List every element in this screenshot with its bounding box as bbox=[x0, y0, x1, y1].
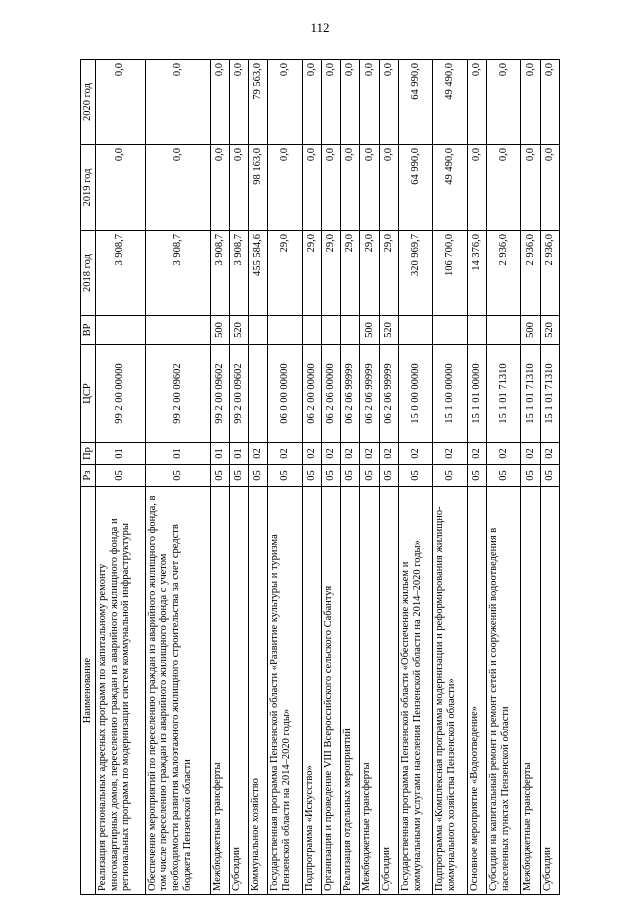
cell-y2018: 2 936,0 bbox=[521, 231, 540, 316]
cell-y2020: 79 563,0 bbox=[249, 60, 268, 145]
cell-rz: 05 bbox=[341, 465, 360, 487]
cell-pr: 02 bbox=[540, 443, 559, 465]
cell-y2019: 0,0 bbox=[341, 145, 360, 231]
cell-vr: 520 bbox=[540, 316, 559, 345]
cell-pr: 02 bbox=[379, 443, 398, 465]
table-row bbox=[210, 60, 229, 895]
cell-y2019: 64 990,0 bbox=[398, 145, 433, 231]
cell-y2020: 49 490,0 bbox=[433, 60, 468, 145]
cell-y2020: 0,0 bbox=[268, 60, 303, 145]
cell-y2018: 29,0 bbox=[379, 231, 398, 316]
cell-name: Межбюджетные трансферты bbox=[521, 487, 540, 895]
table-row bbox=[249, 60, 268, 895]
cell-csr: 15 1 01 71310 bbox=[540, 345, 559, 443]
header-2018: 2018 год bbox=[81, 231, 96, 316]
cell-vr: 500 bbox=[521, 316, 540, 345]
cell-rz: 05 bbox=[249, 465, 268, 487]
cell-y2019: 0,0 bbox=[467, 145, 486, 231]
cell-csr bbox=[249, 345, 268, 443]
cell-y2020: 0,0 bbox=[360, 60, 379, 145]
table-row bbox=[145, 60, 210, 895]
cell-y2018: 2 936,0 bbox=[486, 231, 521, 316]
cell-pr: 02 bbox=[486, 443, 521, 465]
cell-rz: 05 bbox=[210, 465, 229, 487]
cell-pr: 01 bbox=[145, 443, 210, 465]
cell-rz: 05 bbox=[229, 465, 248, 487]
cell-y2018: 3 908,7 bbox=[210, 231, 229, 316]
cell-y2020: 0,0 bbox=[302, 60, 321, 145]
table-row bbox=[486, 60, 521, 895]
cell-pr: 02 bbox=[321, 443, 340, 465]
cell-name: Обеспечение мероприятий по переселению граждан из аварийного жилищного фонда, в том числе переселению граждан из аварийного жилищного фонда с учетом необходимости развития малоэтажного жилищного строительства за счет средств бюджета Пензенской области bbox=[145, 487, 210, 895]
cell-vr bbox=[486, 316, 521, 345]
cell-csr: 99 2 00 09602 bbox=[145, 345, 210, 443]
cell-csr: 06 0 00 00000 bbox=[268, 345, 303, 443]
header-rz: Рз bbox=[81, 465, 96, 487]
cell-vr bbox=[95, 316, 145, 345]
cell-y2019: 0,0 bbox=[268, 145, 303, 231]
cell-vr bbox=[433, 316, 468, 345]
cell-pr: 02 bbox=[268, 443, 303, 465]
cell-name: Межбюджетные трансферты bbox=[210, 487, 229, 895]
cell-y2019: 0,0 bbox=[521, 145, 540, 231]
cell-name: Основное мероприятие «Водоотведение» bbox=[467, 487, 486, 895]
cell-csr: 06 2 06 99999 bbox=[360, 345, 379, 443]
cell-y2020: 0,0 bbox=[379, 60, 398, 145]
cell-pr: 01 bbox=[95, 443, 145, 465]
cell-y2020: 0,0 bbox=[540, 60, 559, 145]
table-row bbox=[433, 60, 468, 895]
cell-vr bbox=[145, 316, 210, 345]
cell-y2019: 98 163,0 bbox=[249, 145, 268, 231]
cell-csr: 06 2 06 00000 bbox=[321, 345, 340, 443]
cell-y2018: 3 908,7 bbox=[229, 231, 248, 316]
header-vr: ВР bbox=[81, 316, 96, 345]
cell-pr: 02 bbox=[360, 443, 379, 465]
cell-name: Коммунальное хозяйство bbox=[249, 487, 268, 895]
cell-pr: 01 bbox=[229, 443, 248, 465]
cell-name: Субсидии bbox=[379, 487, 398, 895]
cell-csr: 99 2 00 09602 bbox=[210, 345, 229, 443]
cell-y2018: 2 936,0 bbox=[540, 231, 559, 316]
header-2020: 2020 год bbox=[81, 60, 96, 145]
cell-y2018: 455 584,6 bbox=[249, 231, 268, 316]
cell-rz: 05 bbox=[433, 465, 468, 487]
cell-pr: 02 bbox=[249, 443, 268, 465]
cell-vr: 520 bbox=[379, 316, 398, 345]
cell-y2019: 0,0 bbox=[379, 145, 398, 231]
cell-y2020: 0,0 bbox=[95, 60, 145, 145]
cell-rz: 05 bbox=[95, 465, 145, 487]
cell-vr bbox=[467, 316, 486, 345]
cell-rz: 05 bbox=[521, 465, 540, 487]
cell-pr: 02 bbox=[467, 443, 486, 465]
header-2019: 2019 год bbox=[81, 145, 96, 231]
table-row bbox=[467, 60, 486, 895]
cell-y2018: 320 969,7 bbox=[398, 231, 433, 316]
cell-csr: 06 2 06 99999 bbox=[379, 345, 398, 443]
header-name: Наименование bbox=[81, 487, 96, 895]
cell-y2018: 29,0 bbox=[321, 231, 340, 316]
cell-name: Государственная программа Пензенской области «Развитие культуры и туризма Пензенской области на 2014–2020 годы» bbox=[268, 487, 303, 895]
cell-y2020: 0,0 bbox=[467, 60, 486, 145]
cell-y2019: 49 490,0 bbox=[433, 145, 468, 231]
page-number: 112 bbox=[310, 20, 330, 35]
cell-vr bbox=[268, 316, 303, 345]
table-row bbox=[229, 60, 248, 895]
cell-vr bbox=[321, 316, 340, 345]
cell-name: Межбюджетные трансферты bbox=[360, 487, 379, 895]
cell-pr: 02 bbox=[341, 443, 360, 465]
cell-y2018: 3 908,7 bbox=[95, 231, 145, 316]
cell-vr bbox=[398, 316, 433, 345]
cell-csr: 15 1 00 00000 bbox=[433, 345, 468, 443]
cell-y2019: 0,0 bbox=[210, 145, 229, 231]
table-row bbox=[540, 60, 559, 895]
cell-y2020: 0,0 bbox=[210, 60, 229, 145]
cell-name: Реализация региональных адресных программ по капитальному ремонту многоквартирных домов, переселению граждан из аварийного жилищного фонда и региональных программ по модернизации систем коммунальной инфраструктуры bbox=[95, 487, 145, 895]
cell-rz: 05 bbox=[467, 465, 486, 487]
cell-y2020: 64 990,0 bbox=[398, 60, 433, 145]
cell-y2019: 0,0 bbox=[302, 145, 321, 231]
cell-name: Подпрограмма «Искусство» bbox=[302, 487, 321, 895]
cell-y2019: 0,0 bbox=[321, 145, 340, 231]
cell-rz: 05 bbox=[379, 465, 398, 487]
cell-name: Субсидии на капитальный ремонт и ремонт сетей и сооружений водоотведения в населенных пунктах Пензенской области bbox=[486, 487, 521, 895]
cell-csr: 99 2 00 00000 bbox=[95, 345, 145, 443]
table-row bbox=[398, 60, 433, 895]
cell-pr: 02 bbox=[398, 443, 433, 465]
cell-csr: 06 2 06 99999 bbox=[341, 345, 360, 443]
cell-csr: 15 1 01 71310 bbox=[486, 345, 521, 443]
cell-y2019: 0,0 bbox=[145, 145, 210, 231]
cell-rz: 05 bbox=[486, 465, 521, 487]
cell-csr: 15 1 01 00000 bbox=[467, 345, 486, 443]
table-row bbox=[521, 60, 540, 895]
cell-y2020: 0,0 bbox=[341, 60, 360, 145]
cell-y2020: 0,0 bbox=[229, 60, 248, 145]
cell-y2018: 29,0 bbox=[341, 231, 360, 316]
cell-vr bbox=[341, 316, 360, 345]
cell-y2020: 0,0 bbox=[486, 60, 521, 145]
cell-y2020: 0,0 bbox=[521, 60, 540, 145]
cell-y2018: 29,0 bbox=[360, 231, 379, 316]
cell-rz: 05 bbox=[321, 465, 340, 487]
cell-name: Организация и проведение VIII Всероссийского сельского Сабантуя bbox=[321, 487, 340, 895]
cell-pr: 02 bbox=[302, 443, 321, 465]
table-row bbox=[95, 60, 145, 895]
table-row bbox=[268, 60, 303, 895]
cell-name: Реализация отдельных мероприятий bbox=[341, 487, 360, 895]
cell-y2018: 29,0 bbox=[302, 231, 321, 316]
cell-csr: 99 2 00 09602 bbox=[229, 345, 248, 443]
cell-name: Подпрограмма «Комплексная программа модернизации и реформирования жилищно-коммунального хозяйства Пензенской области» bbox=[433, 487, 468, 895]
cell-name: Государственная программа Пензенской области «Обеспечение жильем и коммунальными услугами населения Пензенской области на 2014–2020 годы» bbox=[398, 487, 433, 895]
table-row bbox=[379, 60, 398, 895]
cell-y2018: 106 700,0 bbox=[433, 231, 468, 316]
cell-y2019: 0,0 bbox=[486, 145, 521, 231]
cell-y2018: 29,0 bbox=[268, 231, 303, 316]
cell-y2020: 0,0 bbox=[145, 60, 210, 145]
header-csr: ЦСР bbox=[81, 345, 96, 443]
cell-vr: 500 bbox=[360, 316, 379, 345]
cell-name: Субсидии bbox=[540, 487, 559, 895]
cell-y2018: 3 908,7 bbox=[145, 231, 210, 316]
cell-name: Субсидии bbox=[229, 487, 248, 895]
table-row bbox=[360, 60, 379, 895]
table-header-row bbox=[81, 60, 96, 895]
cell-rz: 05 bbox=[398, 465, 433, 487]
cell-rz: 05 bbox=[360, 465, 379, 487]
rotated-table-wrapper bbox=[80, 60, 560, 895]
cell-rz: 05 bbox=[302, 465, 321, 487]
cell-vr: 520 bbox=[229, 316, 248, 345]
table-body bbox=[95, 60, 559, 895]
cell-y2018: 14 376,0 bbox=[467, 231, 486, 316]
cell-y2019: 0,0 bbox=[360, 145, 379, 231]
cell-csr: 06 2 00 00000 bbox=[302, 345, 321, 443]
cell-csr: 15 1 01 71310 bbox=[521, 345, 540, 443]
cell-y2020: 0,0 bbox=[321, 60, 340, 145]
cell-vr: 500 bbox=[210, 316, 229, 345]
table-row bbox=[341, 60, 360, 895]
cell-rz: 05 bbox=[145, 465, 210, 487]
table-row bbox=[321, 60, 340, 895]
cell-y2019: 0,0 bbox=[95, 145, 145, 231]
cell-rz: 05 bbox=[268, 465, 303, 487]
header-pr: Пр bbox=[81, 443, 96, 465]
cell-rz: 05 bbox=[540, 465, 559, 487]
cell-vr bbox=[302, 316, 321, 345]
cell-vr bbox=[249, 316, 268, 345]
table-row bbox=[302, 60, 321, 895]
cell-pr: 02 bbox=[521, 443, 540, 465]
cell-y2019: 0,0 bbox=[229, 145, 248, 231]
cell-pr: 02 bbox=[433, 443, 468, 465]
cell-y2019: 0,0 bbox=[540, 145, 559, 231]
budget-table bbox=[80, 59, 560, 895]
cell-csr: 15 0 00 00000 bbox=[398, 345, 433, 443]
cell-pr: 01 bbox=[210, 443, 229, 465]
